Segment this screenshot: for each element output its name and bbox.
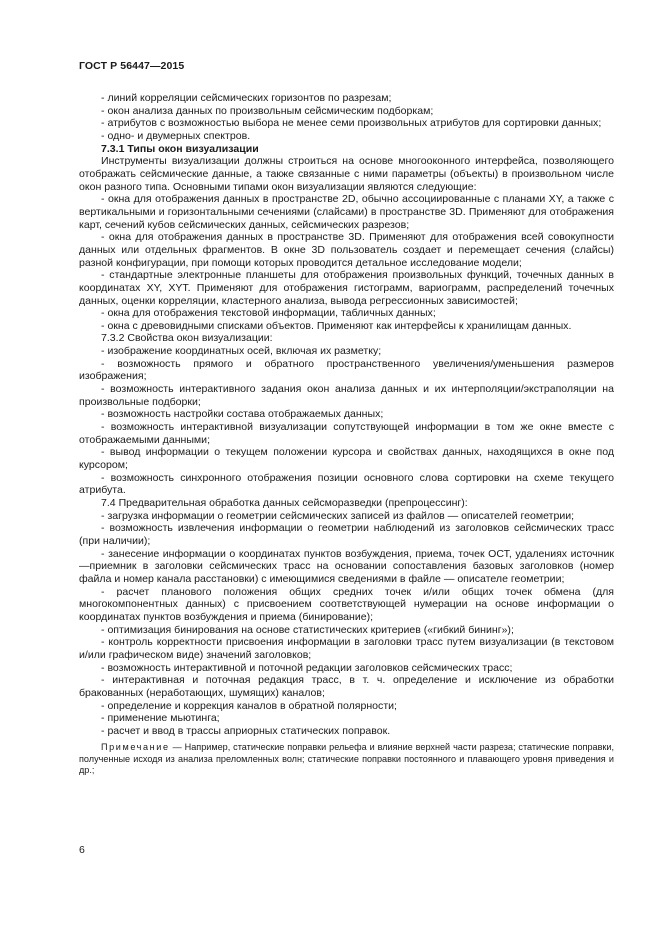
list-item: - окна для отображения данных в пространстве 3D. Применяют для отображения всей совокупности данных или отдельных фрагментов. В окне 3D пользователь создает и перемещает сечения (слайсы) разной конфигурации, при помощи которых проводится детальное исследование модели; [79,231,614,269]
list-item: - окон анализа данных по произвольным сейсмическим подборкам; [101,104,434,117]
list-item: - возможность прямого и обратного пространственного увеличения/уменьшения размеров изображения; [79,357,614,383]
list-item: - окна для отображения данных в пространстве 2D, обычно ассоциированные с планами XY, а также с вертикальными и горизонтальными сечениями (слайсами) в пространстве 3D. Применяют для отображения карт, сечений кубов сейсмических данных, сейсмических разрезов; [79,193,614,231]
list-item: - занесение информации о координатах пунктов возбуждения, приема, точек ОСТ, удалениях источник—приемник в заголовки сейсмических трасс на основании сопоставления базовых заголовков (номер файла и номер канала расстановки) с имеющимися сведениями в файле — описателе геометрии; [79,547,614,585]
list-item: - возможность интерактивной и поточной редакции заголовков сейсмических трасс; [101,661,513,674]
list-item: - изображение координатных осей, включая их разметку; [101,345,382,358]
list-item: - интерактивная и поточная редакция трасс, в т. ч. определение и исключение из обработки бракованных (неработающих, шумящих) каналов; [79,674,614,699]
list-item: - линий корреляции сейсмических горизонтов по разрезам; [101,92,392,104]
list-item: - возможность интерактивной визуализации сопутствующей информации в том же окне вместе с отображаемыми данными; [79,421,614,446]
list-item: - оптимизация бинирования на основе статистических критериев («гибкий бининг»); [101,623,514,636]
note-text: — Например, статические поправки рельефа и влияние верхней части разреза; статические поправки, полученные исходя из анализа преломленных волн; статические поправки постоянного и плавающего уровня приведения и др.; [79,742,614,775]
list-item: - возможность настройки состава отображаемых данных; [101,408,384,421]
body-paragraph: Инструменты визуализации должны строиться на основе многооконного интерфейса, позволяющего отображать сейсмические данные, а также связанные с ними параметры (объекты) в произвольном числе окон разного типа. Основными типами окон визуализации являются следующие: [79,155,614,193]
list-item: - определение и коррекция каналов в обратной полярности; [101,699,397,712]
note-paragraph [79,742,614,776]
note-label: Примечание [101,742,170,753]
list-item: - возможность извлечения информации о геометрии наблюдений из заголовков сейсмических трасс (при наличии); [79,522,614,547]
list-item: - контроль корректности присвоения информации в заголовки трасс путем визуализации (в текстовом и/или графическом виде) значений заголовков; [79,636,614,661]
section-heading-7-3-2: 7.3.2 Свойства окон визуализации: [101,332,273,345]
list-item: - окна для отображения текстовой информации, табличных данных; [101,307,436,320]
list-item: - загрузка информации о геометрии сейсмических записей из файлов — описателей геометрии; [101,509,575,522]
standard-code-header: ГОСТ Р 56447—2015 [79,60,185,72]
section-heading-7-3-1: 7.3.1 Типы окон визуализации [101,142,259,155]
list-item: - одно- и двумерных спектров. [101,129,251,142]
list-item: - окна с древовидными списками объектов. Применяют как интерфейсы к хранилищам данных. [101,319,572,332]
list-item: - атрибутов с возможностью выбора не менее семи произвольных атрибутов для сортировки данных; [101,117,602,130]
list-item: - возможность синхронного отображения позиции основного слова сортировки на схеме текущего атрибута. [79,471,614,497]
list-item: - расчет планового положения общих средних точек и/или общих точек обмена (для многокомпонентных данных) с присвоением соответствующей нумерации на основе информации о координатах пунктов возбуждения и приема (бинирование); [79,585,614,623]
document-body [79,92,614,776]
page-number: 6 [79,844,85,856]
section-heading-7-4: 7.4 Предварительная обработка данных сейсморазведки (препроцессинг): [101,497,468,509]
list-item: - возможность интерактивного задания окон анализа данных и их интерполяции/экстраполяции на произвольные подборки; [79,383,614,408]
list-item: - применение мьютинга; [101,712,220,725]
list-item: - стандартные электронные планшеты для отображения произвольных функций, точечных данных в координатах XY, XYT. Применяют для отображения гистограмм, вариограмм, распределений точечных данных, оценки корреляции, кластерного анализа, вывода регрессионных зависимостей; [79,269,614,307]
list-item: - вывод информации о текущем положении курсора и свойствах данных, находящихся в окне под курсором; [79,446,614,472]
list-item: - расчет и ввод в трассы априорных статических поправок. [101,724,391,737]
